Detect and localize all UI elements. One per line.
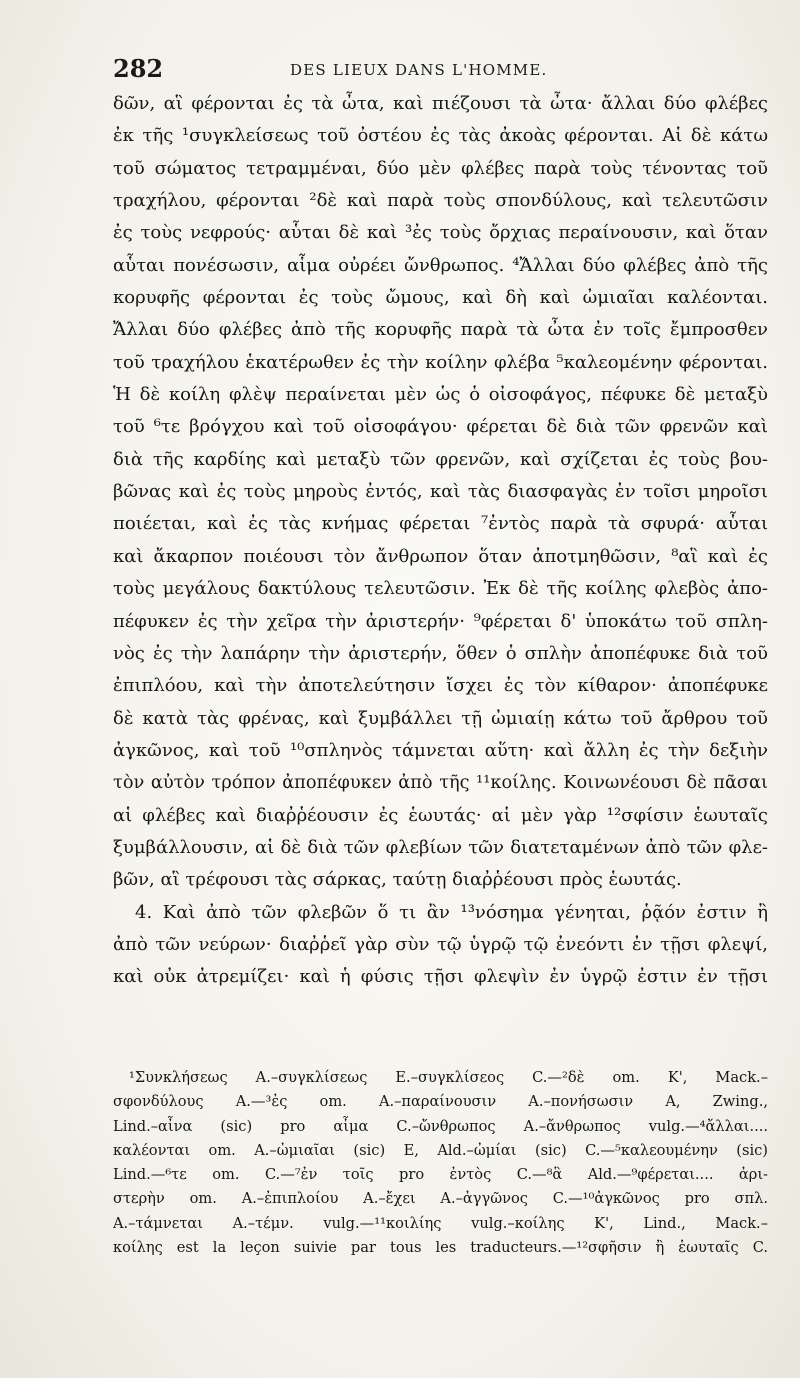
text-line: ἀπὸ τῶν νεύρων· διαῤῥεῖ γὰρ σὺν τῷ ὑγρῷ τῷ ἐνεόντι ἐν τῇσι φλεψί, xyxy=(113,933,768,955)
text-line: τοῦ ⁶τε βρόγχου καὶ τοῦ οἰσοφάγου· φέρεται δὲ διὰ τῶν φρενῶν καὶ xyxy=(113,416,768,438)
text-line: κορυφῆς φέρονται ἐς τοὺς ὤμους, καὶ δὴ καὶ ὠμιαῖαι καλέονται. xyxy=(113,287,768,309)
text-line: ποιέεται, καὶ ἐς τὰς κνήμας φέρεται ⁷ἐντὸς παρὰ τὰ σφυρά· αὗται xyxy=(113,513,768,535)
main-text xyxy=(113,88,768,994)
text-line: Ἄλλαι δύο φλέβες ἀπὸ τῆς κορυφῆς παρὰ τὰ ὦτα ἐν τοῖς ἔμπροσθεν xyxy=(113,319,768,341)
text-line: τοῦ τραχήλου ἑκατέρωθεν ἐς τὴν κοίλην φλέβα ⁵καλεομένην φέρονται. xyxy=(113,351,768,373)
text-line: βῶνας καὶ ἐς τοὺς μηροὺς ἐντός, καὶ τὰς διασφαγὰς ἐν τοῖσι μηροῖσι xyxy=(113,481,768,503)
text-line: ἐπιπλόου, καὶ τὴν ἀποτελεύτησιν ἴσχει ἐς τὸν κίθαρον· ἀποπέφυκε xyxy=(113,675,768,697)
footnote-line: Lind.–αἶνα (sic) pro αἷμα C.–ὤνθρωπος A.–ἄνθρωπος vulg.—⁴ἄλλαι.... xyxy=(113,1117,768,1135)
footnote-line: ¹Συνκλήσεως A.–συγκλίσεως E.–συγκλίσεος C.—²δὲ om. K', Mack.– xyxy=(129,1069,768,1086)
text-line: τοὺς μεγάλους δακτύλους τελευτῶσιν. Ἐκ δὲ τῆς κοίλης φλεβὸς ἀπο- xyxy=(113,578,768,600)
footnote-line: A.–τάμνεται A.–τέμν. vulg.—¹¹κοιλίης vulg.–κοίλης K', Lind., Mack.– xyxy=(113,1214,768,1232)
text-line: Ἡ δὲ κοίλη φλὲψ περαίνεται μὲν ὡς ὁ οἰσοφάγος, πέφυκε δὲ μεταξὺ xyxy=(113,384,768,406)
text-line: αὗται πονέσωσιν, αἷμα οὐρέει ὤνθρωπος. ⁴Ἄλλαι δύο φλέβες ἀπὸ τῆς xyxy=(113,254,768,276)
text-line: πέφυκεν ἐς τὴν χεῖρα τὴν ἀριστερήν· ⁹φέρεται δ' ὑποκάτω τοῦ σπλη- xyxy=(113,610,768,632)
running-head: DES LIEUX DANS L'HOMME. xyxy=(290,61,548,79)
footnote-line: κοίλης est la leçon suivie par tous les traducteurs.—¹²σφῆσιν ἢ ἑωυταῖς C. xyxy=(113,1239,768,1257)
text-line: καὶ ἄκαρπον ποιέουσι τὸν ἄνθρωπον ὅταν ἀποτμηθῶσιν, ⁸αἳ καὶ ἐς xyxy=(113,545,768,567)
text-line: δῶν, αἳ φέρονται ἐς τὰ ὦτα, καὶ πιέζουσι τὰ ὦτα· ἄλλαι δύο φλέβες xyxy=(113,93,768,114)
text-line: καὶ οὐκ ἀτρεμίζει· καὶ ἡ φύσις τῇσι φλεψὶν ἐν ὑγρῷ ἐστιν ἐν τῇσι xyxy=(113,966,768,988)
text-line: τραχήλου, φέρονται ²δὲ καὶ παρὰ τοὺς σπονδύλους, καὶ τελευτῶσιν xyxy=(113,190,768,212)
footnote-line: Lind.—⁶τε om. C.—⁷ἐν τοῖς pro ἐντὸς C.—⁸ἃ Ald.—⁹φέρεται.... ἀρι- xyxy=(113,1166,768,1184)
footnotes xyxy=(113,1066,768,1260)
text-line: δὲ κατὰ τὰς φρένας, καὶ ξυμβάλλει τῇ ὠμιαίῃ κάτω τοῦ ἄρθρου τοῦ xyxy=(113,707,768,729)
page-header xyxy=(113,52,768,86)
text-line: 4. Καὶ ἀπὸ τῶν φλεβῶν ὅ τι ἂν ¹³νόσημα γένηται, ῥᾷόν ἐστιν ἢ xyxy=(135,901,768,923)
text-line: βῶν, αἳ τρέφουσι τὰς σάρκας, ταύτῃ διαῤῥέουσι πρὸς ἑωυτάς. xyxy=(113,869,682,891)
text-line: ἐκ τῆς ¹συγκλείσεως τοῦ ὀστέου ἐς τὰς ἀκοὰς φέρονται. Αἱ δὲ κάτω xyxy=(113,125,768,147)
text-line: ἀγκῶνος, καὶ τοῦ ¹⁰σπληνὸς τάμνεται αὕτη· καὶ ἄλλη ἐς τὴν δεξιὴν xyxy=(113,739,768,761)
footnote-line: καλέονται om. A.–ὠμιαῖαι (sic) E, Ald.–ὠμίαι (sic) C.—⁵καλεουμένην (sic) xyxy=(113,1141,768,1159)
footnote-line: στερὴν om. A.–ἐπιπλοίου A.–ἔχει A.–ἀγγῶνος C.—¹⁰ἀγκῶνος pro σπλ. xyxy=(113,1190,768,1208)
text-line: νὸς ἐς τὴν λαπάρην τὴν ἀριστερήν, ὅθεν ὁ σπλὴν ἀποπέφυκε διὰ τοῦ xyxy=(113,642,768,664)
text-line: αἱ φλέβες καὶ διαῤῥέουσιν ἐς ἑωυτάς· αἱ μὲν γὰρ ¹²σφίσιν ἑωυταῖς xyxy=(113,804,768,826)
text-line: διὰ τῆς καρδίης καὶ μεταξὺ τῶν φρενῶν, καὶ σχίζεται ἐς τοὺς βου- xyxy=(113,448,768,470)
text-line: τὸν αὐτὸν τρόπον ἀποπέφυκεν ἀπὸ τῆς ¹¹κοίλης. Κοινωνέουσι δὲ πᾶσαι xyxy=(113,773,768,794)
text-line: τοῦ σώματος τετραμμέναι, δύο μὲν φλέβες παρὰ τοὺς τένοντας τοῦ xyxy=(113,157,768,179)
footnote-line: σφονδύλους A.—³ἐς om. A.–παραίνουσιν A.–πονήσωσιν A, Zwing., xyxy=(113,1093,768,1111)
page-number: 282 xyxy=(113,54,164,83)
text-line: ἐς τοὺς νεφρούς· αὗται δὲ καὶ ³ἐς τοὺς ὄρχιας περαίνουσιν, καὶ ὅταν xyxy=(113,222,768,244)
text-line: ξυμβάλλουσιν, αἱ δὲ διὰ τῶν φλεβίων τῶν διατεταμένων ἀπὸ τῶν φλε- xyxy=(113,836,768,858)
